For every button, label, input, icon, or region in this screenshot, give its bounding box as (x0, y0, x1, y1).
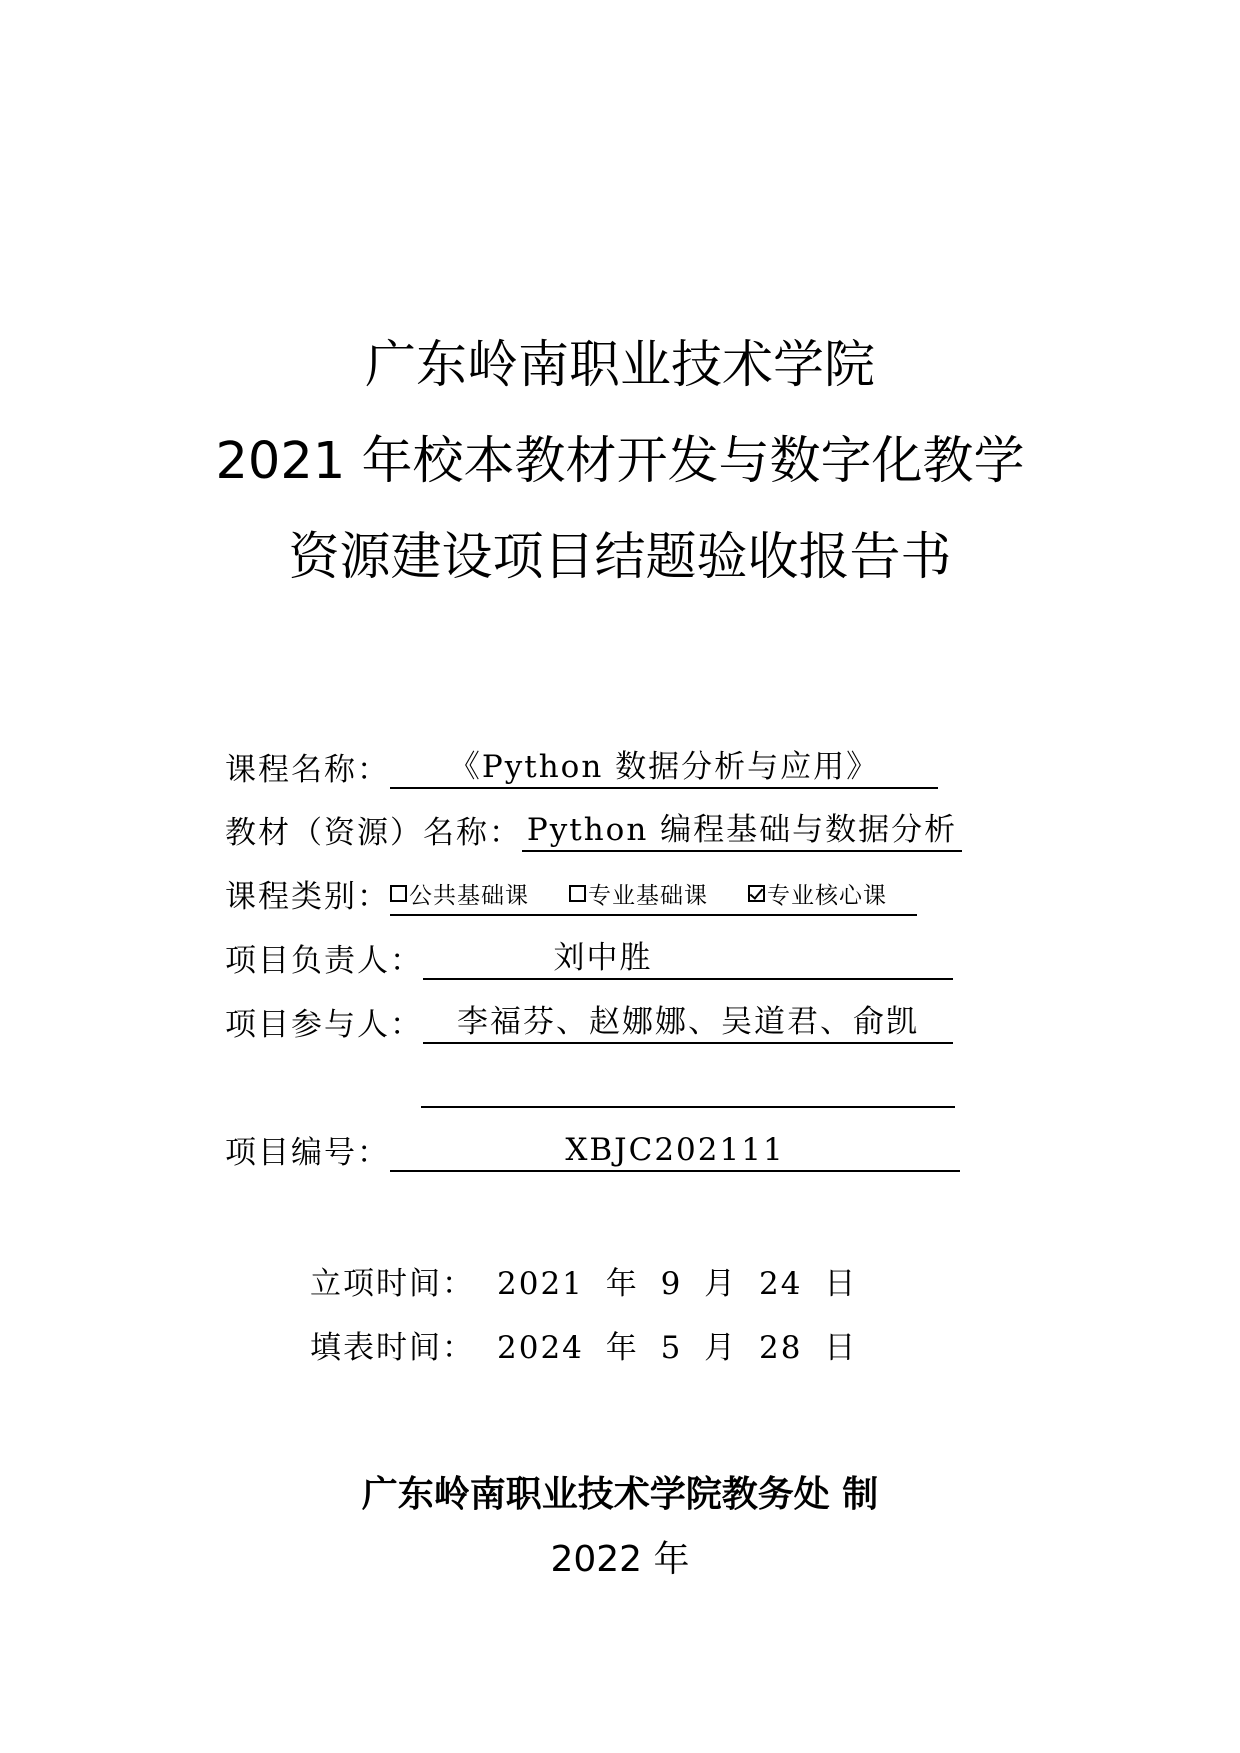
issue-year: 2022 年 (550, 1539, 690, 1580)
approval-date-row (310, 1262, 857, 1306)
filled-date-row (310, 1326, 857, 1370)
project-leader-label: 项目负责人： (225, 943, 423, 979)
title-line-school: 广东岭南职业技术学院 (364, 336, 875, 395)
project-members-row-2 (421, 1064, 955, 1108)
issuing-organization: 广东岭南职业技术学院教务处 制 (361, 1474, 879, 1515)
course-category-row (225, 872, 917, 916)
textbook-name-row (225, 808, 962, 852)
title-line-project-year: 2021 年校本教材开发与数字化教学 (215, 432, 1025, 491)
course-category-field (390, 874, 917, 916)
category-option-label: 专业核心课 (767, 883, 887, 909)
project-members-field: 李福芬、赵娜娜、吴道君、俞凯 (423, 1002, 953, 1044)
category-option-professional-basic (569, 877, 708, 910)
project-leader-field (423, 938, 953, 980)
project-members-row (225, 1000, 953, 1044)
project-number-field: XBJC202111 (390, 1130, 960, 1172)
category-option-label: 公共基础课 (409, 883, 529, 909)
approval-date-label: 立项时间： (310, 1266, 475, 1302)
project-members-label: 项目参与人： (225, 1007, 423, 1043)
filled-date-value: 2024 年 5 月 28 日 (497, 1330, 858, 1366)
course-name-label: 课程名称： (225, 752, 390, 788)
course-category-label: 课程类别： (225, 879, 390, 915)
project-leader-value: 刘中胜 (553, 940, 653, 976)
category-option-professional-core (748, 877, 887, 910)
approval-date-value: 2021 年 9 月 24 日 (497, 1266, 858, 1302)
project-leader-row (225, 936, 953, 980)
filled-date-label: 填表时间： (310, 1330, 475, 1366)
course-name-row (225, 745, 938, 789)
title-line-report-type: 资源建设项目结题验收报告书 (288, 528, 952, 587)
project-number-row (225, 1128, 960, 1172)
checkbox-unchecked-icon (390, 885, 407, 902)
document-title (0, 318, 1240, 606)
category-option-public-basic (390, 877, 529, 910)
checkbox-unchecked-icon (569, 885, 586, 902)
category-option-label: 专业基础课 (588, 883, 708, 909)
project-number-label: 项目编号： (225, 1135, 390, 1171)
textbook-name-label: 教材（资源）名称： (225, 815, 522, 851)
course-name-field: 《Python 数据分析与应用》 (390, 747, 938, 789)
checkbox-checked-icon (748, 885, 765, 902)
project-members-field-2 (421, 1066, 955, 1108)
textbook-name-field: Python 编程基础与数据分析 (522, 810, 962, 852)
